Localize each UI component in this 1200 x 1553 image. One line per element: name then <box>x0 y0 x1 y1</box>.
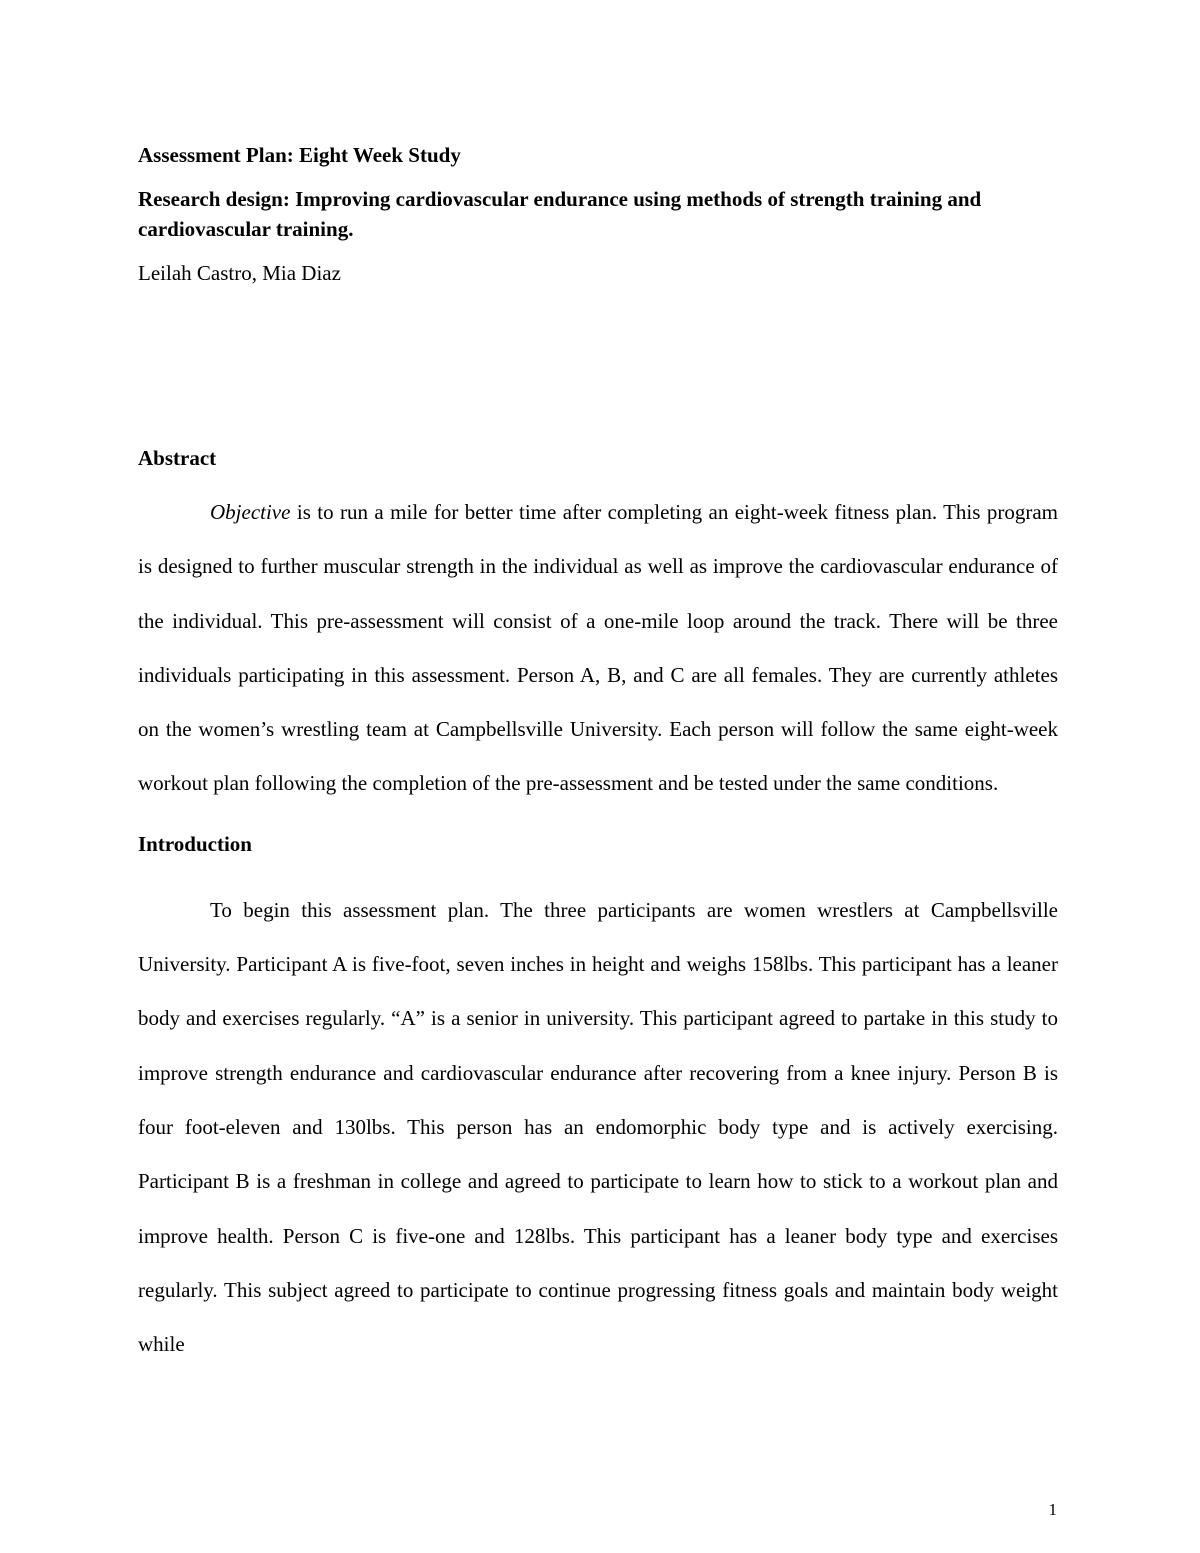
authors: Leilah Castro, Mia Diaz <box>138 261 341 285</box>
abstract-text: is to run a mile for better time after completing an eight-week fitness plan. This program is designed to further muscular strength in the individual as well as improve the cardiovascular endurance of the individual. This pre-assessment will consist of a one-mile loop around the track. There will be three individuals participating in this assessment. Person A, B, and C are all females. They are currently athletes on the women’s wrestling team at Campbellsville University. Each person will follow the same eight-week workout plan following the completion of the pre-assessment and be tested under the same conditions. <box>138 500 1058 796</box>
abstract-heading: Abstract <box>138 446 217 470</box>
objective-term: Objective <box>210 500 291 524</box>
abstract-paragraph <box>138 485 1058 811</box>
research-design: Research design: Improving cardiovascular endurance using methods of strength training and cardiovascular training. <box>138 187 982 241</box>
page-content <box>138 140 1058 1371</box>
introduction-paragraph: To begin this assessment plan. The three participants are women wrestlers at Campbellsville University. Participant A is five-foot, seven inches in height and weighs 158lbs. This participant has a leaner body and exercises regularly. “A” is a senior in university. This participant agreed to partake in this study to improve strength endurance and cardiovascular endurance after recovering from a knee injury. Person B is four foot-eleven and 130lbs. This person has an endomorphic body type and is actively exercising. Participant B is a freshman in college and agreed to participate to learn how to stick to a workout plan and improve health. Person C is five-one and 128lbs. This participant has a leaner body type and exercises regularly. This subject agreed to participate to continue progressing fitness goals and maintain body weight while <box>138 897 1058 1357</box>
introduction-heading: Introduction <box>138 831 252 856</box>
page-number: 1 <box>1048 1500 1057 1519</box>
document-title: Assessment Plan: Eight Week Study <box>138 143 461 167</box>
